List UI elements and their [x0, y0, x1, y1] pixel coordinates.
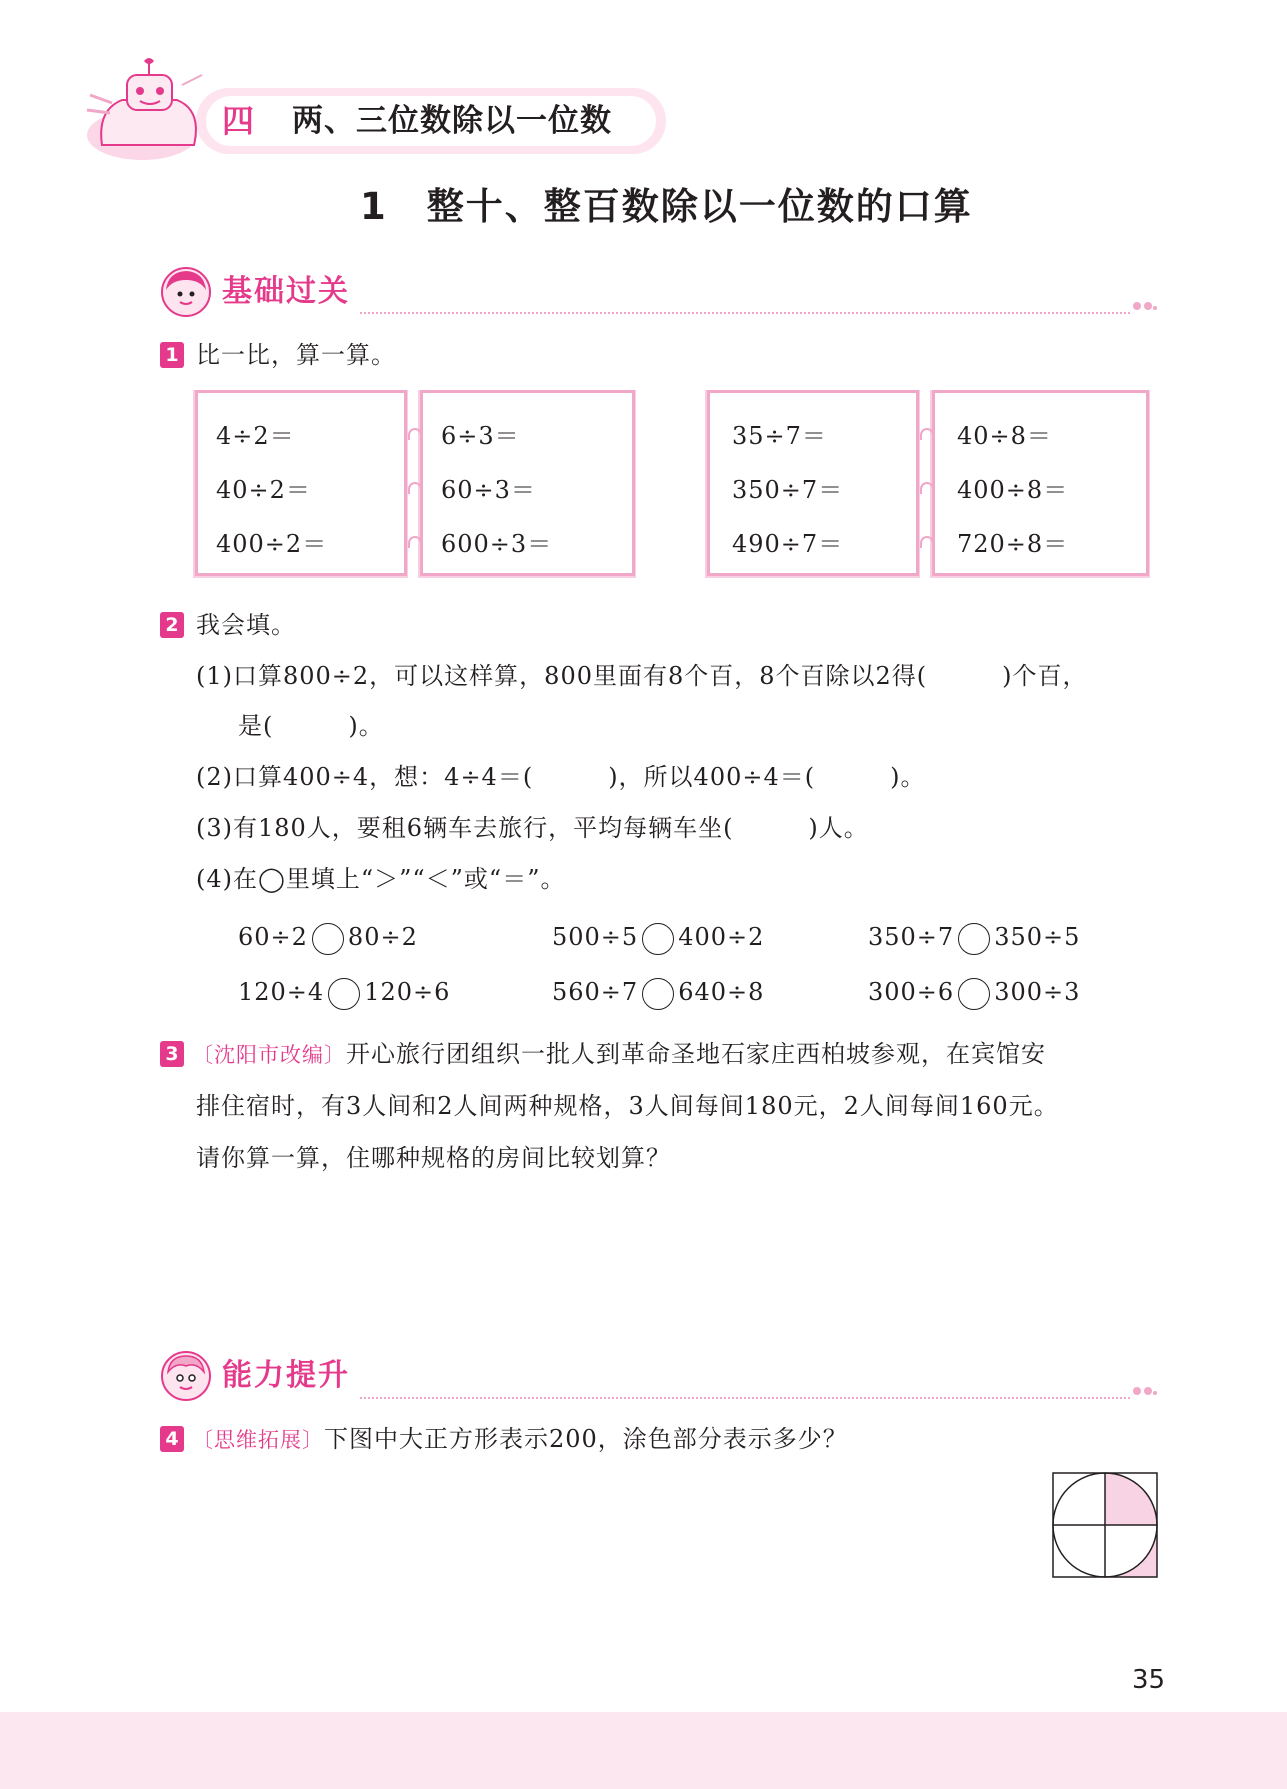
- compare-item: [552, 975, 764, 1010]
- q2-text: 我会填。: [196, 611, 296, 639]
- equation: 60÷3＝: [441, 476, 536, 504]
- compare-item: [552, 920, 764, 955]
- q4-text: 下图中大正方形表示200，涂色部分表示多少？: [324, 1425, 848, 1453]
- q2-line-2: (2)口算400÷4，想：4÷4＝( )，所以400÷4＝( )。: [196, 763, 926, 791]
- compare-left: 300÷6: [868, 978, 955, 1006]
- compare-left: 560÷7: [552, 978, 639, 1006]
- question-number-2: 2: [160, 612, 184, 638]
- equation: 6÷3＝: [441, 422, 520, 450]
- boy-avatar-icon: [160, 1350, 212, 1402]
- compare-circle-blank[interactable]: [642, 923, 674, 955]
- question-number-4: 4: [160, 1426, 184, 1452]
- binder-ring-icon: [920, 536, 934, 548]
- q1-text: 比一比，算一算。: [196, 341, 396, 369]
- compare-item: [868, 975, 1080, 1010]
- section-title-ability: 能力提升: [222, 1358, 350, 1393]
- compare-right: 300÷3: [994, 978, 1081, 1006]
- section-divider: [360, 312, 1130, 314]
- question-number-3: 3: [160, 1041, 184, 1067]
- compare-circle-blank[interactable]: [958, 923, 990, 955]
- binder-ring-icon: [408, 482, 422, 494]
- compare-right: 120÷6: [364, 978, 451, 1006]
- equation: 490÷7＝: [732, 530, 844, 558]
- compare-right: 640÷8: [678, 978, 765, 1006]
- q4-line: [192, 1422, 848, 1457]
- q2-line-1b: 是( )。: [238, 712, 384, 740]
- calc-box-4: [932, 390, 1149, 576]
- q3-line-1: [192, 1037, 1046, 1072]
- compare-left: 60÷2: [238, 923, 308, 951]
- q2-line-3: (3)有180人，要租6辆车去旅行，平均每辆车坐( )人。: [196, 814, 869, 842]
- mascot-illustration: [82, 55, 232, 165]
- shaded-square-figure: [1052, 1472, 1158, 1578]
- compare-circle-blank[interactable]: [958, 978, 990, 1010]
- binder-ring-icon: [920, 428, 934, 440]
- compare-right: 80÷2: [347, 923, 418, 951]
- compare-left: 120÷4: [238, 978, 325, 1006]
- unit-title: 两、三位数除以一位数: [292, 103, 612, 139]
- equation: 40÷2＝: [216, 476, 311, 504]
- section-divider: [360, 1397, 1130, 1399]
- question-number-1: 1: [160, 342, 184, 368]
- binder-ring-icon: [920, 482, 934, 494]
- equation: 400÷8＝: [957, 476, 1069, 504]
- q3-line-2: 排住宿时，有3人间和2人间两种规格，3人间每间180元，2人间每间160元。: [196, 1092, 1059, 1120]
- compare-left: 500÷5: [552, 923, 639, 951]
- q4-source-tag: 〔思维拓展〕: [192, 1428, 324, 1452]
- calc-box-2: [420, 390, 635, 576]
- q3-source-tag: 〔沈阳市改编〕: [192, 1043, 346, 1067]
- decor-dots-icon: [1132, 300, 1158, 312]
- compare-item: [238, 975, 450, 1010]
- equation: 400÷2＝: [216, 530, 328, 558]
- q3-line-3: 请你算一算，住哪种规格的房间比较划算？: [196, 1144, 671, 1172]
- q3-text-1: 开心旅行团组织一批人到革命圣地石家庄西柏坡参观，在宾馆安: [346, 1040, 1046, 1068]
- compare-circle-blank[interactable]: [328, 978, 360, 1010]
- equation: 350÷7＝: [732, 476, 844, 504]
- calc-box-3: [707, 390, 919, 576]
- lesson-title: 1 整十、整百数除以一位数的口算: [360, 185, 973, 228]
- footer-band: [0, 1712, 1287, 1789]
- unit-number: 四: [222, 102, 255, 140]
- equation: 35÷7＝: [732, 422, 827, 450]
- binder-ring-icon: [408, 428, 422, 440]
- equation: 40÷8＝: [957, 422, 1052, 450]
- compare-item: [868, 920, 1080, 955]
- compare-circle-blank[interactable]: [642, 978, 674, 1010]
- equation: 720÷8＝: [957, 530, 1069, 558]
- binder-ring-icon: [408, 536, 422, 548]
- girl-avatar-icon: [160, 266, 212, 318]
- q2-line-4: (4)在◯里填上“＞”“＜”或“＝”。: [196, 865, 566, 893]
- page-number: 35: [1132, 1665, 1166, 1695]
- calc-box-1: [195, 390, 407, 576]
- compare-left: 350÷7: [868, 923, 955, 951]
- section-title-basic: 基础过关: [222, 274, 350, 309]
- decor-dots-icon: [1132, 1385, 1158, 1397]
- compare-right: 350÷5: [994, 923, 1081, 951]
- equation: 600÷3＝: [441, 530, 553, 558]
- compare-circle-blank[interactable]: [312, 923, 344, 955]
- equation: 4÷2＝: [216, 422, 295, 450]
- compare-right: 400÷2: [678, 923, 765, 951]
- compare-item: [238, 920, 418, 955]
- q2-line-1: (1)口算800÷2，可以这样算，800里面有8个百，8个百除以2得( )个百，: [196, 662, 1088, 690]
